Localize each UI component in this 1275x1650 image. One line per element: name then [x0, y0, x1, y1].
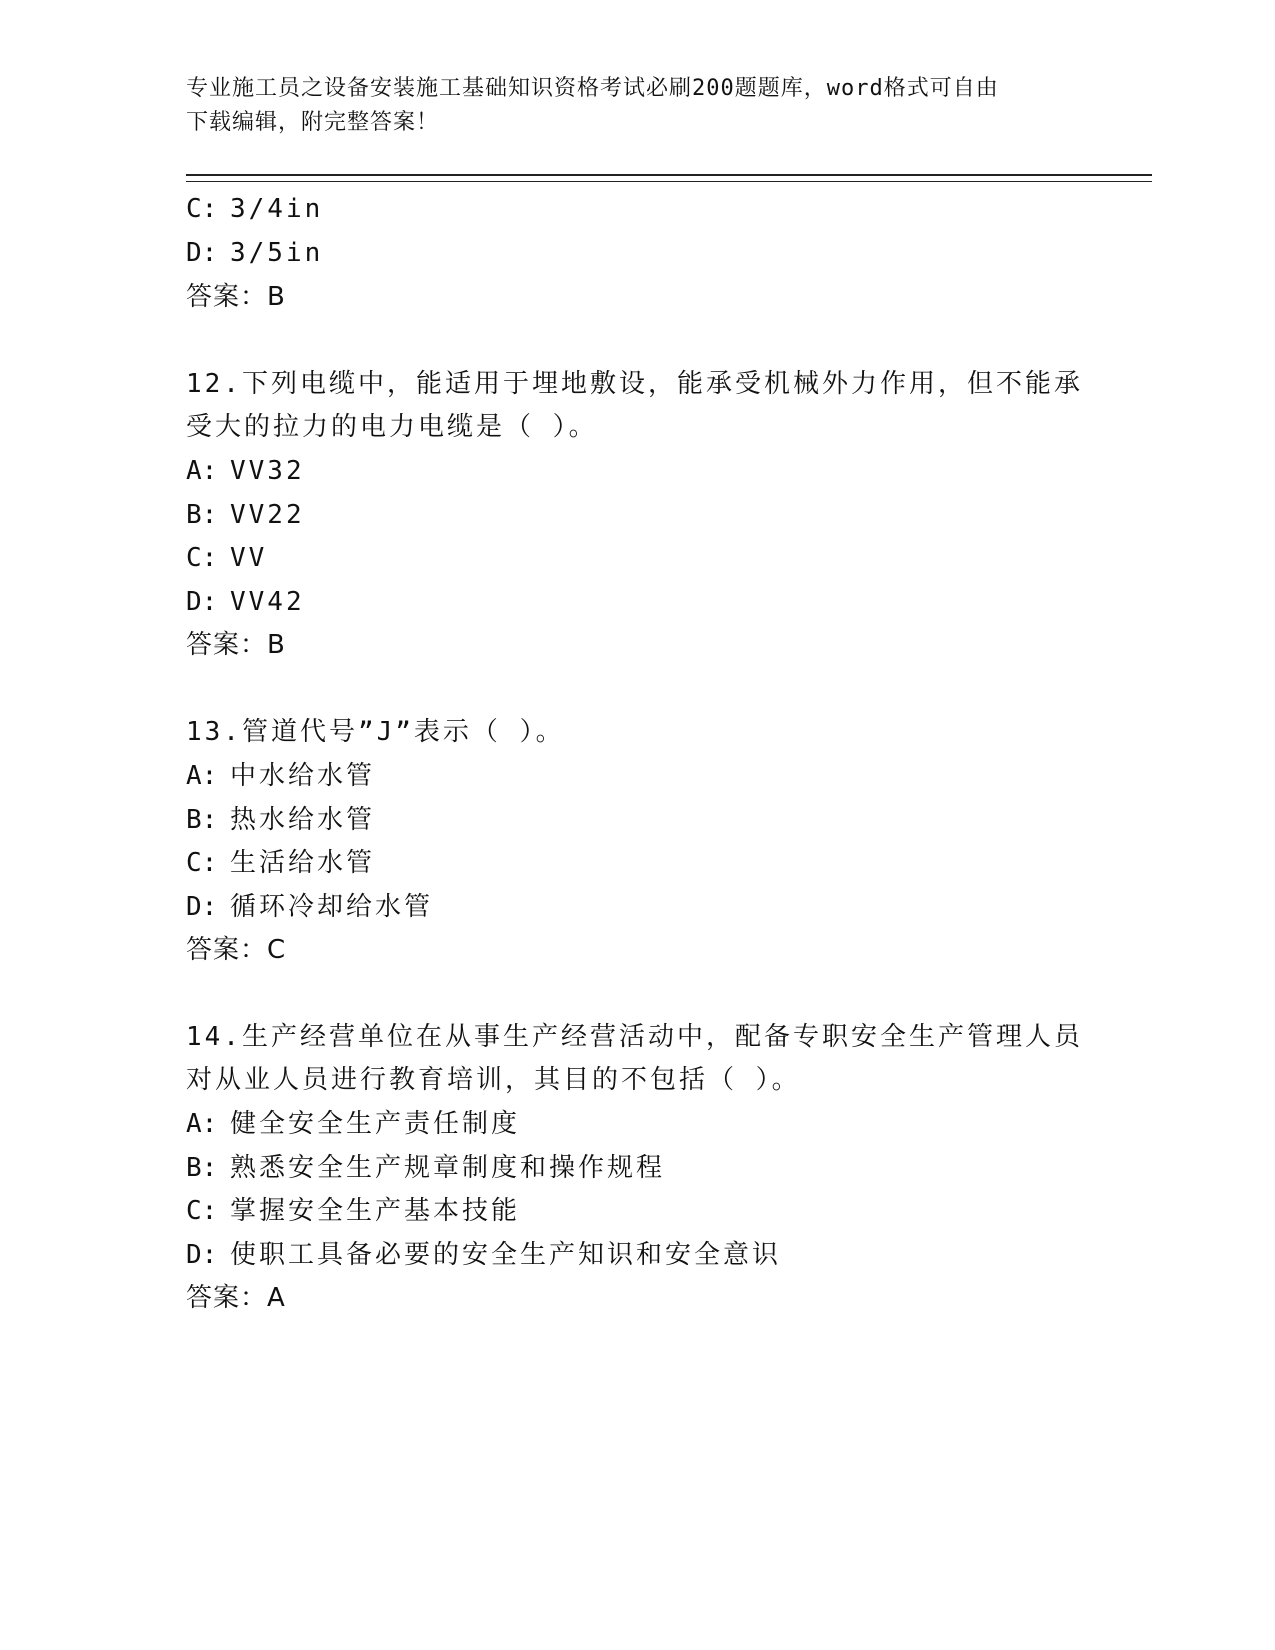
answer-line: 答案：C — [186, 935, 287, 965]
option-c — [186, 846, 375, 880]
option-label: D: — [186, 587, 218, 617]
option-text: 3/4in — [230, 194, 324, 224]
option-label: A: — [186, 1109, 218, 1139]
option-a — [186, 759, 375, 793]
option-text: 中水给水管 — [230, 761, 376, 791]
question-14-stem-line-2: 对从业人员进行教育培训，其目的不包括（ ）。 — [186, 1065, 801, 1095]
option-text: 3/5in — [230, 238, 324, 268]
option-label: D: — [186, 238, 218, 268]
question-12-stem-line-2: 受大的拉力的电力电缆是（ ）。 — [186, 412, 598, 442]
answer-line: 答案：B — [186, 630, 286, 660]
header-line-1: 专业施工员之设备安装施工基础知识资格考试必刷200题题库，word格式可自由 — [186, 76, 999, 101]
option-d — [186, 890, 433, 924]
option-d — [186, 236, 323, 270]
option-label: B: — [186, 500, 218, 530]
option-text: 使职工具备必要的安全生产知识和安全意识 — [230, 1240, 782, 1270]
option-label: D: — [186, 1240, 218, 1270]
option-b — [186, 1151, 665, 1185]
answer-line: 答案：B — [186, 282, 286, 312]
option-label: D: — [186, 892, 218, 922]
option-label: B: — [186, 1153, 218, 1183]
option-text: 熟悉安全生产规章制度和操作规程 — [230, 1153, 666, 1183]
question-13-stem-line-1: 13.管道代号”J”表示（ ）。 — [186, 717, 565, 747]
option-text: VV42 — [230, 587, 305, 617]
answer-line: 答案：A — [186, 1283, 286, 1313]
option-label: A: — [186, 456, 218, 486]
option-label: C: — [186, 543, 218, 573]
option-d — [186, 585, 305, 619]
question-12-stem-line-1: 12.下列电缆中，能适用于埋地敷设，能承受机械外力作用，但不能承 — [186, 369, 1083, 399]
option-text: VV22 — [230, 500, 305, 530]
option-c — [186, 192, 323, 226]
question-14-stem-line-1: 14.生产经营单位在从事生产经营活动中，配备专职安全生产管理人员 — [186, 1022, 1083, 1052]
option-text: VV — [230, 543, 268, 573]
option-a — [186, 1107, 520, 1141]
document-header — [186, 72, 1086, 140]
header-divider-thick — [186, 174, 1152, 176]
option-a — [186, 454, 305, 488]
option-c — [186, 541, 267, 575]
option-b — [186, 803, 375, 837]
header-line-2: 下载编辑，附完整答案！ — [186, 110, 440, 135]
option-label: A: — [186, 761, 218, 791]
option-text: 循环冷却给水管 — [230, 892, 434, 922]
option-text: 热水给水管 — [230, 805, 376, 835]
option-d — [186, 1238, 781, 1272]
option-label: B: — [186, 805, 218, 835]
option-b — [186, 498, 305, 532]
option-text: 健全安全生产责任制度 — [230, 1109, 521, 1139]
option-label: C: — [186, 1196, 218, 1226]
header-divider-thin — [186, 181, 1152, 182]
option-label: C: — [186, 848, 218, 878]
option-text: VV32 — [230, 456, 305, 486]
option-text: 掌握安全生产基本技能 — [230, 1196, 521, 1226]
option-c — [186, 1194, 520, 1228]
option-text: 生活给水管 — [230, 848, 376, 878]
option-label: C: — [186, 194, 218, 224]
